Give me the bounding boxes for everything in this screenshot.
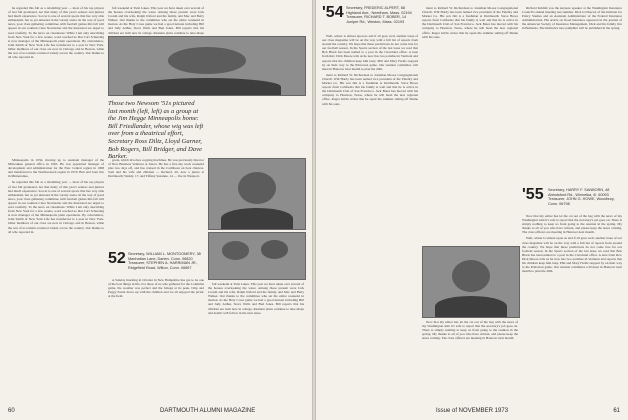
left-col1-repeat: he regarded this fall as a rebuilding year — most of his top players of last fall graduated, not that many of this year's seniors and juniors had much experience. Soccer is one of several sports that has very able enthusiasm, but as yet untested in the varsity arena. In the way of good news, your class gathering committee with football games this fall will appear in our reunion Class Newsletter and the interested are urged to read carefully. To the news on classmates: While I am only describing from New York for a few weeks, word reached us that Carl Scheering is now manager of the Minneapolis plant operations. By coincidence, John Smith of New York Life has transferred to a post in New York. Other members of our class are now in Chicago and in Boston, while the rest of us remain scattered widely across the country. Our thanks to all who reported in. xyxy=(8,180,104,234)
right-col3b-text: Now that my editor has let the cat out of the bag with the news of my Washington stint it's safe to report that the secretary's job goes on. There is simply nothing to keep us from going to the reunion in the spring. My thanks to all of you who have written, and please keep the notes coming. The class officers are meeting in Hanover next month. xyxy=(522,214,622,235)
right-col1-more: ment to Richard W. Richardson to Jonathan Moore Congregational Church. Will Hardy has been named vice president of the Fidelity and Market Co. His son Jim is a freshman at Dartmouth. Steve Howe reports from California that his family is well and that he is active in the Dartmouth Club of San Francisco. Jack Bates has moved with his company to Houston, Texas, where he will head the new regional office. Roger Gibbs writes that he spent the summer sailing off Maine with his sons. xyxy=(322,72,418,106)
left-page xyxy=(0,0,312,420)
left-column-3 xyxy=(208,282,304,406)
left-column-2c xyxy=(108,278,204,406)
right-column-2 xyxy=(422,6,518,242)
secretary-line-55: Secretary, HARRY F. SANBORN, 48 Abbotsford Rd., Winnetka, Ill. 60093 xyxy=(548,188,610,197)
right-col1-text: Well, winter is almost upon us and if all goes well, another issue of our class magazine will be on the way with a full list of reports from around the country. We hope that these predictions do not come true for our football season. In the Sports section of the last issue we read that Bob Black has been named to a post in the Cleveland office. A note from Rev. Dick Moore tells us he now has two parishes in Vermont and reports that his children keep him busy. Phil and Mary Fields stopped by on their way to the Princeton game. Our reunion committee will meet in Hanover next month to plan the 20th. xyxy=(322,34,418,71)
right-col2-text: ment to Richard W. Richardson to Jonathan Moore Congregational Church. Will Hardy has been named vice president of the Fidelity and Market Co. His son Jim is a freshman at Dartmouth. Steve Howe reports from California that his family is well and that he is active in the Dartmouth Club of San Francisco. Jack Bates has moved with his company to Houston, Texas, where he will head the new regional office. Roger Gibbs writes that he spent the summer sailing off Maine with his sons. xyxy=(422,6,518,39)
treasurer-line-55: Treasurer, JOHN G. HOWE, Woodbury, Conn. 06798 xyxy=(548,197,615,206)
right-col2b-text: Now that my editor has let the cat out of the bag with the news of my Washington stint it's safe to report that the secretary's job goes on. There is simply nothing to keep us from going to the reunion in the spring. My thanks to all of you who have written, and please keep the notes coming. The class officers are meeting in Hanover next month. xyxy=(422,320,518,341)
page-number-left: 60 xyxy=(8,408,15,414)
left-col2c-text: A Sunday morning in October in New Hampshire has got to be one of the best things in life. For those of us who gathered for the Columbia game, the weather was perfect and the foliage at its peak. Chip and Peggy Eaton drove up with the children and we all enjoyed the picnic at the field. xyxy=(108,278,204,299)
treasurer-line-54: Treasurer, RICHARD T. BOBER, 14 Juniper Rd., Weston, Mass. 02193 xyxy=(346,15,407,24)
right-column-2b xyxy=(422,320,518,406)
class-number-52: 52 xyxy=(108,250,126,267)
portrait-photo xyxy=(208,158,306,230)
pair-photo xyxy=(208,232,306,280)
right-column-3 xyxy=(522,6,622,182)
left-column-2b xyxy=(108,158,204,248)
page-number-right: 61 xyxy=(613,408,620,414)
photo-caption: Those two Newsom '51s pictured last month (left, left) as a group at the Jim Hegge Minneapolis home: Bill Friedlander, whose wig was left over from a theatrical effort, Secretary Ross Diltz, Lloyd Garner, Bob Rogers, Bill Bridger, and Dave Barker. xyxy=(108,100,204,161)
left-column-1 xyxy=(8,6,104,156)
right-portrait-photo xyxy=(422,246,520,318)
treasurer-line: Treasurer, STEPHEN A. HARRIMAN JR., Ridgefield Road, Wilton, Conn. 06897 xyxy=(128,261,198,270)
class-number-55: '55 xyxy=(522,186,544,203)
right-col3b-more: Well, winter is almost upon us and if all goes well, another issue of our class magazine will be on the way with a full list of reports from around the country. We hope that these predictions do not come true for our football season. In the Sports section of the last issue we read that Bob Black has been named to a post in the Cleveland office. A note from Rev. Dick Moore tells us he now has two parishes in Vermont and reports that his children keep him busy. Phil and Mary Fields stopped by on their way to the Princeton game. Our reunion committee will meet in Hanover next month to plan the 20th. xyxy=(522,236,622,274)
footer-right: Issue of NOVEMBER 1973 xyxy=(436,408,509,414)
class-number-54: '54 xyxy=(322,4,344,21)
class-54-officers xyxy=(346,6,416,24)
footer-left: DARTMOUTH ALUMNI MAGAZINE xyxy=(160,408,256,414)
left-col1b-text: Minneapolis in 1956, moving up to assistant manager of the Milwaukee general office in 1965. He was appointed manager of development and administration for the New Central region in 1968 and transferred to the Northwestern region in 1970. Bob and Joan live in Minnetonka. xyxy=(8,158,104,179)
class-55-officers xyxy=(548,188,622,206)
left-col1-text: he regarded this fall as a rebuilding year — most of his top players of last fall graduated, not that many of this year's seniors and juniors had much experience. Soccer is one of several sports that has very able enthusiasm, but as yet untested in the varsity arena. In the way of good news, your class gathering committee with football games this fall will appear in our reunion Class Newsletter and the interested are urged to read carefully. To the news on classmates: While I am only describing from New York for a few weeks, word reached us that Carl Scheering is now manager of the Minneapolis plant operations. By coincidence, John Smith of New York Life has transferred to a post in New York. Other members of our class are now in Chicago and in Boston, while the rest of us remain scattered widely across the country. Our thanks to all who reported in. xyxy=(8,6,104,60)
secretary-line-54: Secretary, FREDERIC ALPERT, 68 Highland Ave., Needham, Mass. 02194 xyxy=(346,6,412,15)
left-column-1b xyxy=(8,158,104,406)
class-group-photo xyxy=(108,36,306,96)
right-column-3b xyxy=(522,214,622,406)
class-52-officers xyxy=(128,252,204,270)
left-col3-text: fall weekend at Twin Lakes. This year we have taken over several of the houses overlooking the water. Among those present were Jack Cronin and his wife, Ralph Oxford and his family, and Mac and Betty Walker. Our thanks to the committee who set the entire weekend in motion. At the Holy Cross game we had a good turnout including Bill and Judy Arthur, Steve Wells and Bud Jones. Bill reports that his children are both now in college. Reunion plans continue to take shape and details will follow in the next issue. xyxy=(208,282,304,315)
right-col3-text: Richard Krimm was the keynote speaker at the Washington Insurance Council's annual meeting last summer. Dick is Director of the Institute for Policy Studies and an Assistant Administrator of the Federal Insurance Administration. His article on flood insurance appeared in the journal of the American Society of Insurance Management. Dick and his family live in Bethesda. The Institute's new pamphlet will be published in the spring. xyxy=(522,6,622,31)
right-page xyxy=(316,0,628,420)
left-col2b-text: goals, which involves copying machines. He was previously director of New Business Ventures at Xerox. He has a five-day work weekend plus two days off, and has cruised in the Caribbean on boat charters. Tom and his wife and children — Richard, 20, now a junior at Dartmouth; Wendy, 17, and Tiffany Suzanne, 14 — live in Westport. xyxy=(108,158,204,179)
right-column-1 xyxy=(322,34,418,406)
secretary-line: Secretary, WILLIAM L. MONTGOMERY, 38 Manhattan Lane, Darien, Conn. 06820 xyxy=(128,252,201,261)
left-col2-text: fall weekend at Twin Lakes. This year we have taken over several of the houses overlooking the water. Among those present were Jack Cronin and his wife, Ralph Oxford and his family, and Mac and Betty Walker. Our thanks to the committee who set the entire weekend in motion. At the Holy Cross game we had a good turnout including Bill and Judy Arthur, Steve Wells and Bud Jones. Bill reports that his children are both now in college. Reunion plans continue to take shape xyxy=(108,6,204,35)
